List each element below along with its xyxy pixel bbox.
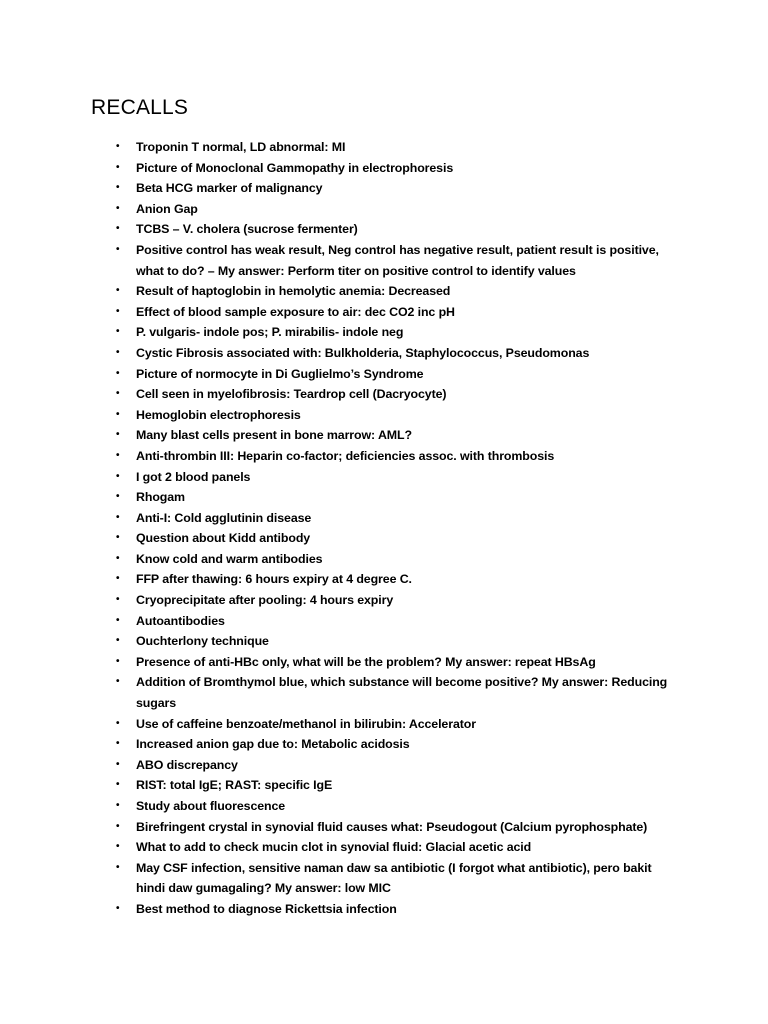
- bullet-icon: •: [116, 820, 120, 832]
- list-item: [116, 734, 676, 755]
- list-item-text: Know cold and warm antibodies: [136, 551, 323, 566]
- list-item: [116, 672, 676, 713]
- list-item: [116, 817, 676, 838]
- list-item: [116, 158, 676, 179]
- list-item-text: Cell seen in myelofibrosis: Teardrop cell (Dacryocyte): [136, 387, 447, 402]
- list-item: [116, 569, 676, 590]
- bullet-icon: •: [116, 841, 120, 853]
- list-item: [116, 611, 676, 632]
- list-item: [116, 590, 676, 611]
- list-item-text: TCBS – V. cholera (sucrose fermenter): [136, 222, 358, 237]
- list-item-text: Ouchterlony technique: [136, 634, 269, 649]
- list-item: [116, 364, 676, 385]
- bullet-icon: •: [116, 861, 120, 873]
- bullet-icon: •: [116, 717, 120, 729]
- list-item-text: Many blast cells present in bone marrow: AML?: [136, 428, 412, 443]
- list-item-text: May CSF infection, sensitive naman daw sa antibiotic (I forgot what antibiotic), pero bakit hindi daw gumagaling? My answer: low MIC: [136, 860, 652, 896]
- list-item-text: Use of caffeine benzoate/methanol in bilirubin: Accelerator: [136, 716, 476, 731]
- list-item-text: Anion Gap: [136, 201, 198, 216]
- bullet-icon: •: [116, 141, 120, 152]
- bullet-icon: •: [116, 367, 120, 379]
- list-item-text: Cryoprecipitate after pooling: 4 hours expiry: [136, 593, 394, 608]
- list-item: [116, 549, 676, 570]
- list-item: [116, 137, 676, 158]
- list-item-text: Autoantibodies: [136, 613, 225, 628]
- list-item: [116, 837, 676, 858]
- list-item-text: Presence of anti-HBc only, what will be the problem? My answer: repeat HBsAg: [136, 654, 596, 669]
- list-item: [116, 508, 676, 529]
- list-item-text: Study about fluorescence: [136, 799, 286, 813]
- list-item-text: Anti-I: Cold agglutinin disease: [136, 510, 312, 525]
- bullet-icon: •: [116, 243, 120, 255]
- bullet-icon: •: [116, 676, 120, 688]
- list-item: [116, 178, 676, 199]
- bullet-icon: •: [116, 223, 120, 235]
- page-title: RECALLS: [91, 96, 189, 119]
- list-item: [116, 775, 676, 796]
- list-item-text: Best method to diagnose Rickettsia infection: [136, 901, 397, 916]
- bullet-icon: •: [116, 449, 120, 461]
- bullet-icon: •: [116, 532, 120, 544]
- list-item-text: Picture of normocyte in Di Guglielmo’s Syndrome: [136, 366, 424, 381]
- list-item-text: Positive control has weak result, Neg control has negative result, patient result is positive, what to do? – My answer: Perform titer on positive control to identify values: [136, 242, 659, 278]
- list-item-text: Picture of Monoclonal Gammopathy in electrophoresis: [136, 160, 454, 175]
- list-item: [116, 652, 676, 673]
- bullet-icon: •: [116, 511, 120, 523]
- bullet-icon: •: [116, 182, 120, 194]
- bullet-icon: •: [116, 388, 120, 400]
- bullet-icon: •: [116, 655, 120, 667]
- list-item-text: P. vulgaris- indole pos; P. mirabilis- indole neg: [136, 325, 404, 340]
- bullet-icon: •: [116, 573, 120, 585]
- list-item-text: Beta HCG marker of malignancy: [136, 181, 323, 196]
- bullet-icon: •: [116, 738, 120, 750]
- list-item-text: Birefringent crystal in synovial fluid causes what: Pseudogout (Calcium pyrophosphate): [136, 819, 648, 834]
- list-item-text: Anti-thrombin III: Heparin co-factor; deficiencies assoc. with thrombosis: [136, 448, 555, 463]
- list-item-text: Cystic Fibrosis associated with: Bulkholderia, Staphylococcus, Pseudomonas: [136, 345, 590, 360]
- list-item-text: What to add to check mucin clot in synovial fluid: Glacial acetic acid: [136, 840, 532, 855]
- bullet-icon: •: [116, 902, 120, 914]
- list-item: [116, 302, 676, 323]
- bullet-icon: •: [116, 285, 120, 297]
- bullet-icon: •: [116, 614, 120, 626]
- bullet-icon: •: [116, 470, 120, 482]
- list-item: [116, 631, 676, 652]
- list-item-text: Rhogam: [136, 490, 185, 505]
- bullet-icon: •: [116, 779, 120, 791]
- bullet-icon: •: [116, 758, 120, 770]
- list-item: [116, 322, 676, 343]
- list-item: [116, 219, 676, 240]
- bullet-icon: •: [116, 408, 120, 420]
- bullet-icon: •: [116, 635, 120, 647]
- recall-list: [116, 137, 676, 920]
- bullet-icon: •: [116, 202, 120, 214]
- list-item: [116, 446, 676, 467]
- list-item-text: Addition of Bromthymol blue, which substance will become positive? My answer: Reducing sugars: [136, 675, 668, 711]
- list-item-text: Troponin T normal, LD abnormal: MI: [136, 140, 346, 154]
- bullet-icon: •: [116, 161, 120, 173]
- list-item: [116, 528, 676, 549]
- list-item: [116, 199, 676, 220]
- bullet-icon: •: [116, 346, 120, 358]
- list-item-text: Increased anion gap due to: Metabolic acidosis: [136, 737, 410, 752]
- bullet-icon: •: [116, 800, 120, 811]
- list-item-text: Question about Kidd antibody: [136, 531, 311, 546]
- list-item-text: Effect of blood sample exposure to air: dec CO2 inc pH: [136, 304, 455, 319]
- list-item: [116, 487, 676, 508]
- bullet-icon: •: [116, 326, 120, 338]
- list-item-text: RIST: total IgE; RAST: specific IgE: [136, 778, 333, 793]
- list-item-text: I got 2 blood panels: [136, 469, 251, 484]
- list-item: [116, 796, 676, 817]
- list-item-text: ABO discrepancy: [136, 757, 238, 772]
- bullet-icon: •: [116, 491, 120, 503]
- list-item: [116, 467, 676, 488]
- list-item: [116, 405, 676, 426]
- list-item-text: Hemoglobin electrophoresis: [136, 407, 301, 422]
- list-item: [116, 755, 676, 776]
- list-item: [116, 425, 676, 446]
- list-item-text: Result of haptoglobin in hemolytic anemia: Decreased: [136, 284, 451, 299]
- list-item: [116, 858, 676, 899]
- bullet-icon: •: [116, 429, 120, 441]
- bullet-icon: •: [116, 552, 120, 564]
- list-item: [116, 899, 676, 920]
- list-item: [116, 281, 676, 302]
- list-item: [116, 240, 676, 281]
- bullet-icon: •: [116, 594, 120, 606]
- bullet-icon: •: [116, 305, 120, 317]
- list-item: [116, 384, 676, 405]
- list-item-text: FFP after thawing: 6 hours expiry at 4 degree C.: [136, 572, 412, 587]
- list-item: [116, 343, 676, 364]
- list-item: [116, 714, 676, 735]
